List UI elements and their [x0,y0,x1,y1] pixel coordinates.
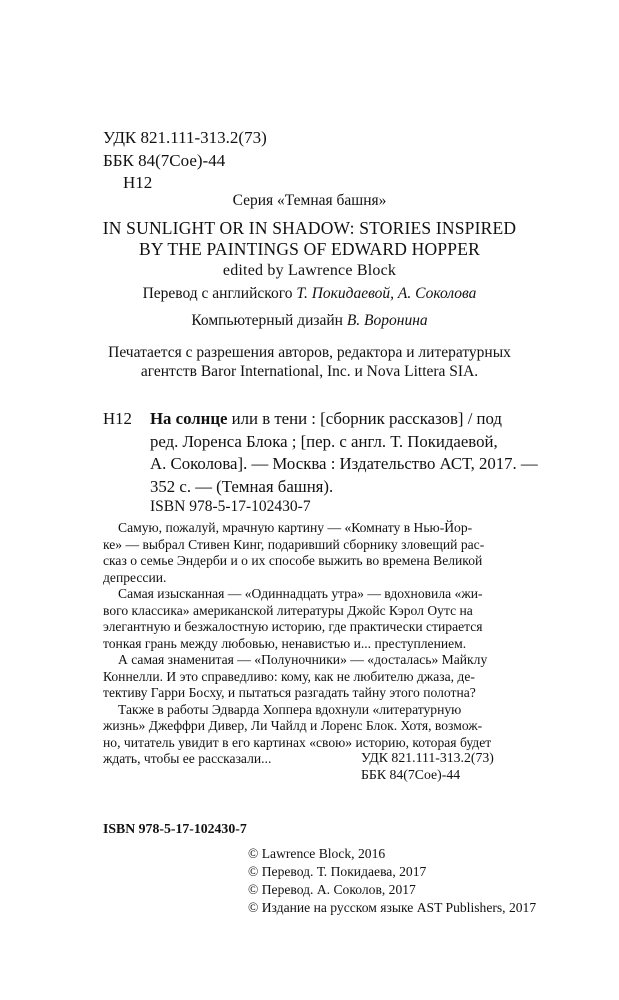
isbn-bold: ISBN 978-5-17-102430-7 [103,821,247,836]
translation-credit [0,285,619,303]
annotation-line: но, читатель увидит в его картинах «свою» историю, которая будет [103,734,492,750]
annotation-line: А самая знаменитая — «Полуночники» — «досталась» Майклу [118,652,488,667]
annotation-line: ке» — выбрал Стивен Кинг, подаривший сборнику зловещий рас- [103,536,485,552]
design-credit [0,312,619,330]
copyright-line: © Издание на русском языке AST Publishers, 2017 [248,900,537,915]
annotation [103,520,525,768]
design-prefix: Компьютерный дизайн [191,312,347,329]
udk-code: УДК 821.111-313.2(73) [103,128,267,147]
annotation-line: депрессии. [103,569,167,585]
annotation-line: сказ о семье Эндерби и о их способе выжить во времена Великой [103,553,483,568]
original-title-block [0,218,619,281]
series-title: Серия «Темная башня» [232,192,387,209]
annotation-line: тонкая грань между любовью, ненавистью и... преступлением. [103,635,467,651]
catalog-line-2: ред. Лоренса Блока ; [пер. с англ. Т. Покидаевой, [150,431,498,451]
author-mark: Н12 [123,173,153,192]
permission-line-1: Печатается с разрешения авторов, редактора и литературных [108,344,511,361]
copyright-line: © Lawrence Block, 2016 [248,846,386,861]
udk-small-code: УДК 821.111-313.2(73) [361,750,494,765]
udk-small-block [361,750,494,783]
annotation-line: ждать, чтобы ее рассказали... [103,751,272,766]
translators: Т. Покидаевой, А. Соколова [296,285,477,302]
bbk-code: ББК 84(7Сое)-44 [103,150,226,170]
catalog-line-1 [103,408,538,431]
copyright-line: © Перевод. А. Соколов, 2017 [248,882,416,897]
catalog-line-3: А. Соколова]. — Москва : Издательство АСТ, 2017. — [150,454,538,473]
bbk-small-code: ББК 84(7Сое)-44 [361,766,461,782]
annotation-line: вого классика» американской литературы Джойс Кэрол Оутс на [103,602,473,618]
edited-by: edited by Lawrence Block [222,262,397,279]
annotation-line: жизнь» Джеффри Дивер, Ли Чайлд и Лоренс Блок. Хотя, возмож- [103,718,483,733]
udk-classification-block [103,127,267,195]
original-title-line-1: IN SUNLIGHT OR IN SHADOW: STORIES INSPIRED [102,218,517,238]
annotation-line: тективу Гарри Босху, и пытаться разгадать тайну этого полотна? [103,685,476,700]
catalog-isbn: ISBN 978-5-17-102430-7 [150,498,311,515]
catalog-title: На солнце [150,409,228,428]
copyright-line: © Перевод. Т. Покидаева, 2017 [248,864,427,879]
catalog-line-4: 352 с. — (Темная башня). [150,476,334,496]
copyright-block [248,845,536,917]
permission-notice [0,343,619,381]
permission-line-2: агентств Baror International, Inc. и Nova Littera SIA. [140,363,479,380]
original-title-line-2: BY THE PAINTINGS OF EDWARD HOPPER [139,239,480,259]
catalog-mark: Н12 [103,409,132,428]
catalog-entry [103,408,538,498]
annotation-line: Коннелли. И это справедливо: кому, как не любителю джаза, де- [103,668,475,684]
catalog-line-1-rest: или в тени : [сборник рассказов] / под [227,409,502,428]
annotation-line: Также в работы Эдварда Хоппера вдохнули «литературную [118,701,462,717]
annotation-line: Самая изысканная — «Одиннадцать утра» — вдохновила «жи- [118,586,483,601]
designer: В. Воронина [346,312,428,329]
annotation-line: элегантную и безжалостную историю, где практически стирается [103,619,483,634]
translation-prefix: Перевод с английского [142,285,297,302]
annotation-line: Самую, пожалуй, мрачную картину — «Комнату в Нью-Йор- [118,520,473,535]
